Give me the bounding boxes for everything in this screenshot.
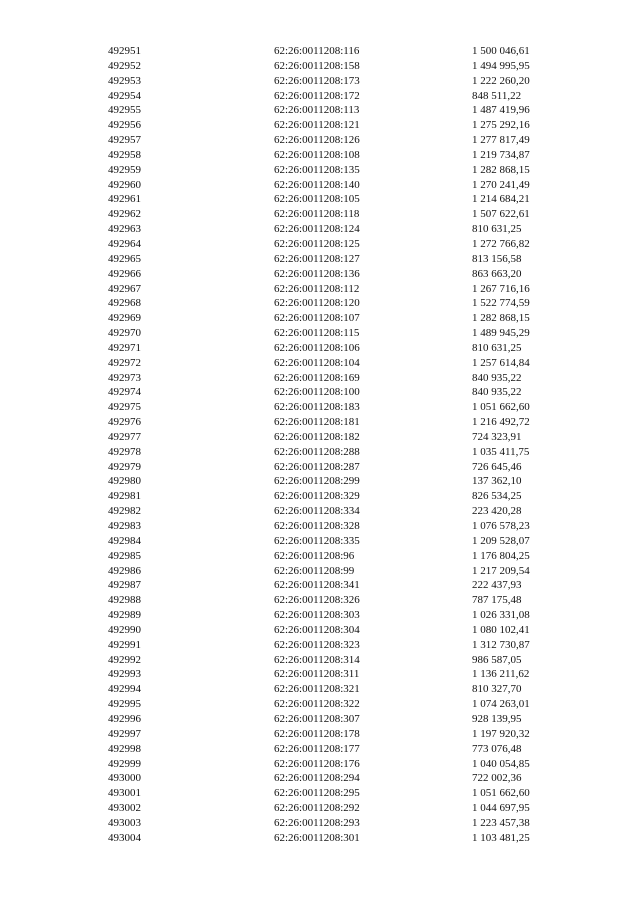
row-number-cell: 492952 [108,59,141,72]
cadastral-value-cell: 1 076 578,23 [472,520,530,532]
cadastral-value-cell: 1 257 614,84 [472,356,530,369]
table-row [108,801,572,816]
table-row [108,103,572,118]
row-number-cell: 492972 [108,356,141,369]
cadastral-value-cell: 863 663,20 [472,267,522,280]
row-number-cell: 493001 [108,787,141,800]
row-number-cell: 492973 [108,371,141,384]
row-number-cell: 492990 [108,623,141,636]
row-number-cell: 492998 [108,742,141,755]
table-row [108,638,572,653]
cadastral-value-cell: 1 500 046,61 [472,45,530,57]
row-number-cell: 492979 [108,460,141,473]
cadastral-value-cell: 1 209 528,07 [472,534,530,547]
table-row [108,742,572,757]
cadastral-value-table [108,44,572,846]
cadastral-value-cell: 1 282 868,15 [472,312,530,325]
row-number-cell: 492980 [108,475,141,488]
row-number-cell: 492986 [108,564,141,577]
row-number-cell: 492992 [108,653,141,666]
cadastral-value-cell: 1 080 102,41 [472,623,530,636]
table-row [108,519,572,534]
row-number-cell: 492999 [108,757,141,770]
table-row [108,118,572,133]
cadastral-value-cell: 722 002,36 [472,772,522,785]
cadastral-number-cell: 62:26:0011208:322 [274,698,360,711]
cadastral-number-cell: 62:26:0011208:106 [274,341,360,354]
table-row [108,593,572,608]
row-number-cell: 492985 [108,549,141,562]
cadastral-number-cell: 62:26:0011208:301 [274,831,360,844]
cadastral-value-cell: 1 222 260,20 [472,74,530,87]
table-row [108,400,572,415]
cadastral-number-cell: 62:26:0011208:314 [274,653,360,666]
table-row [108,831,572,846]
cadastral-value-cell: 1 277 817,49 [472,134,530,147]
row-number-cell: 492988 [108,594,141,607]
table-row [108,148,572,163]
row-number-cell: 492975 [108,401,141,414]
table-row [108,712,572,727]
row-number-cell: 492957 [108,134,141,147]
cadastral-number-cell: 62:26:0011208:323 [274,638,360,651]
table-row [108,667,572,682]
cadastral-number-cell: 62:26:0011208:125 [274,237,360,250]
table-row [108,608,572,623]
cadastral-number-cell: 62:26:0011208:294 [274,772,360,785]
cadastral-number-cell: 62:26:0011208:341 [274,579,360,592]
row-number-cell: 492951 [108,45,141,57]
row-number-cell: 492984 [108,534,141,547]
cadastral-value-cell: 1 176 804,25 [472,549,530,562]
row-number-cell: 493003 [108,816,141,829]
cadastral-value-cell: 223 420,28 [472,505,522,518]
cadastral-number-cell: 62:26:0011208:115 [274,327,360,340]
cadastral-value-cell: 1 214 684,21 [472,193,530,206]
cadastral-number-cell: 62:26:0011208:334 [274,505,360,518]
cadastral-number-cell: 62:26:0011208:140 [274,178,360,191]
table-row [108,534,572,549]
cadastral-value-cell: 826 534,25 [472,490,522,503]
cadastral-number-cell: 62:26:0011208:176 [274,757,360,770]
cadastral-value-cell: 1 035 411,75 [472,445,530,458]
row-number-cell: 492983 [108,520,141,532]
cadastral-number-cell: 62:26:0011208:121 [274,119,360,132]
table-row [108,74,572,89]
table-row [108,252,572,267]
cadastral-number-cell: 62:26:0011208:292 [274,802,360,815]
row-number-cell: 492956 [108,119,141,132]
cadastral-value-cell: 1 267 716,16 [472,282,530,295]
row-number-cell: 492987 [108,579,141,592]
table-row [108,445,572,460]
row-number-cell: 492953 [108,74,141,87]
cadastral-value-cell: 810 631,25 [472,223,522,236]
table-row [108,578,572,593]
cadastral-value-cell: 1 216 492,72 [472,416,530,429]
cadastral-number-cell: 62:26:0011208:136 [274,267,360,280]
table-row [108,385,572,400]
cadastral-number-cell: 62:26:0011208:311 [274,668,360,681]
row-number-cell: 492974 [108,386,141,399]
row-number-cell: 492997 [108,727,141,740]
cadastral-value-cell: 1 522 774,59 [472,297,530,310]
cadastral-value-cell: 787 175,48 [472,594,522,607]
row-number-cell: 492993 [108,668,141,681]
cadastral-number-cell: 62:26:0011208:307 [274,712,360,725]
table-row [108,207,572,222]
row-number-cell: 492954 [108,89,141,102]
cadastral-number-cell: 62:26:0011208:96 [274,549,355,562]
row-number-cell: 492964 [108,237,141,250]
table-row [108,697,572,712]
cadastral-number-cell: 62:26:0011208:321 [274,683,360,696]
cadastral-value-cell: 1 217 209,54 [472,564,530,577]
cadastral-number-cell: 62:26:0011208:100 [274,386,360,399]
cadastral-number-cell: 62:26:0011208:287 [274,460,360,473]
cadastral-value-cell: 724 323,91 [472,430,522,443]
row-number-cell: 492965 [108,252,141,265]
table-row [108,474,572,489]
row-number-cell: 492989 [108,609,141,622]
cadastral-number-cell: 62:26:0011208:126 [274,134,360,147]
table-row [108,296,572,311]
cadastral-value-cell: 810 327,70 [472,683,522,696]
cadastral-value-cell: 1 489 945,29 [472,327,530,340]
row-number-cell: 492994 [108,683,141,696]
table-row [108,341,572,356]
cadastral-value-cell: 1 487 419,96 [472,104,530,117]
row-number-cell: 492962 [108,208,141,221]
cadastral-number-cell: 62:26:0011208:304 [274,623,360,636]
cadastral-value-cell: 810 631,25 [472,341,522,354]
row-number-cell: 492955 [108,104,141,117]
cadastral-number-cell: 62:26:0011208:293 [274,816,360,829]
table-row [108,460,572,475]
cadastral-value-cell: 1 223 457,38 [472,816,530,829]
cadastral-number-cell: 62:26:0011208:104 [274,356,360,369]
cadastral-number-cell: 62:26:0011208:112 [274,282,360,295]
cadastral-number-cell: 62:26:0011208:120 [274,297,360,310]
row-number-cell: 492970 [108,327,141,340]
cadastral-value-cell: 813 156,58 [472,252,522,265]
table-row [108,89,572,104]
cadastral-value-cell: 1 275 292,16 [472,119,530,132]
cadastral-number-cell: 62:26:0011208:169 [274,371,360,384]
cadastral-value-cell: 1 197 920,32 [472,727,530,740]
cadastral-number-cell: 62:26:0011208:299 [274,475,360,488]
row-number-cell: 493000 [108,772,141,785]
table-row [108,267,572,282]
cadastral-value-cell: 1 103 481,25 [472,831,530,844]
cadastral-number-cell: 62:26:0011208:107 [274,312,360,325]
cadastral-value-cell: 840 935,22 [472,386,522,399]
cadastral-value-cell: 840 935,22 [472,371,522,384]
table-row [108,786,572,801]
cadastral-number-cell: 62:26:0011208:127 [274,252,360,265]
row-number-cell: 492969 [108,312,141,325]
table-row [108,192,572,207]
table-body [108,44,572,846]
row-number-cell: 493004 [108,831,141,844]
row-number-cell: 492996 [108,712,141,725]
table-row [108,133,572,148]
cadastral-number-cell: 62:26:0011208:135 [274,163,360,176]
table-row [108,282,572,297]
cadastral-number-cell: 62:26:0011208:182 [274,430,360,443]
cadastral-number-cell: 62:26:0011208:99 [274,564,355,577]
row-number-cell: 493002 [108,802,141,815]
cadastral-number-cell: 62:26:0011208:329 [274,490,360,503]
cadastral-number-cell: 62:26:0011208:173 [274,74,360,87]
cadastral-number-cell: 62:26:0011208:288 [274,445,360,458]
table-row [108,326,572,341]
table-row [108,415,572,430]
table-row [108,653,572,668]
row-number-cell: 492978 [108,445,141,458]
cadastral-number-cell: 62:26:0011208:113 [274,104,360,117]
table-row [108,311,572,326]
cadastral-value-cell: 928 139,95 [472,712,522,725]
row-number-cell: 492959 [108,163,141,176]
table-row [108,59,572,74]
cadastral-number-cell: 62:26:0011208:183 [274,401,360,414]
row-number-cell: 492995 [108,698,141,711]
row-number-cell: 492981 [108,490,141,503]
cadastral-value-cell: 1 282 868,15 [472,163,530,176]
row-number-cell: 492958 [108,148,141,161]
cadastral-number-cell: 62:26:0011208:108 [274,148,360,161]
row-number-cell: 492960 [108,178,141,191]
cadastral-value-cell: 1 051 662,60 [472,787,530,800]
cadastral-number-cell: 62:26:0011208:177 [274,742,360,755]
cadastral-value-cell: 1 219 734,87 [472,148,530,161]
table-row [108,757,572,772]
cadastral-value-cell: 1 312 730,87 [472,638,530,651]
table-row [108,727,572,742]
cadastral-value-cell: 848 511,22 [472,89,522,102]
table-row [108,356,572,371]
cadastral-number-cell: 62:26:0011208:178 [274,727,360,740]
cadastral-value-cell: 1 044 697,95 [472,802,530,815]
cadastral-value-cell: 1 026 331,08 [472,609,530,622]
row-number-cell: 492967 [108,282,141,295]
cadastral-value-cell: 1 040 054,85 [472,757,530,770]
row-number-cell: 492968 [108,297,141,310]
row-number-cell: 492977 [108,430,141,443]
cadastral-number-cell: 62:26:0011208:295 [274,787,360,800]
table-row [108,44,572,59]
table-row [108,163,572,178]
cadastral-value-cell: 1 272 766,82 [472,237,530,250]
table-row [108,237,572,252]
row-number-cell: 492963 [108,223,141,236]
cadastral-value-cell: 1 507 622,61 [472,208,530,221]
row-number-cell: 492961 [108,193,141,206]
table-row [108,371,572,386]
table-row [108,771,572,786]
table-row [108,623,572,638]
row-number-cell: 492976 [108,416,141,429]
table-row [108,564,572,579]
cadastral-value-cell: 773 076,48 [472,742,522,755]
cadastral-value-cell: 1 136 211,62 [472,668,530,681]
table-row [108,222,572,237]
row-number-cell: 492971 [108,341,141,354]
cadastral-value-cell: 1 270 241,49 [472,178,530,191]
table-row [108,549,572,564]
table-row [108,816,572,831]
cadastral-value-cell: 1 051 662,60 [472,401,530,414]
cadastral-number-cell: 62:26:0011208:328 [274,520,360,532]
cadastral-value-cell: 1 494 995,95 [472,59,530,72]
cadastral-value-cell: 726 645,46 [472,460,522,473]
table-row [108,489,572,504]
cadastral-number-cell: 62:26:0011208:326 [274,594,360,607]
row-number-cell: 492966 [108,267,141,280]
table-row [108,178,572,193]
table-row [108,682,572,697]
cadastral-number-cell: 62:26:0011208:158 [274,59,360,72]
cadastral-number-cell: 62:26:0011208:181 [274,416,360,429]
cadastral-number-cell: 62:26:0011208:172 [274,89,360,102]
row-number-cell: 492982 [108,505,141,518]
cadastral-value-cell: 986 587,05 [472,653,522,666]
cadastral-number-cell: 62:26:0011208:124 [274,223,360,236]
cadastral-number-cell: 62:26:0011208:335 [274,534,360,547]
cadastral-number-cell: 62:26:0011208:116 [274,45,360,57]
cadastral-value-cell: 1 074 263,01 [472,698,530,711]
cadastral-number-cell: 62:26:0011208:105 [274,193,360,206]
cadastral-value-cell: 137 362,10 [472,475,522,488]
cadastral-value-cell: 222 437,93 [472,579,522,592]
cadastral-number-cell: 62:26:0011208:303 [274,609,360,622]
table-row [108,504,572,519]
row-number-cell: 492991 [108,638,141,651]
cadastral-number-cell: 62:26:0011208:118 [274,208,360,221]
table-row [108,430,572,445]
